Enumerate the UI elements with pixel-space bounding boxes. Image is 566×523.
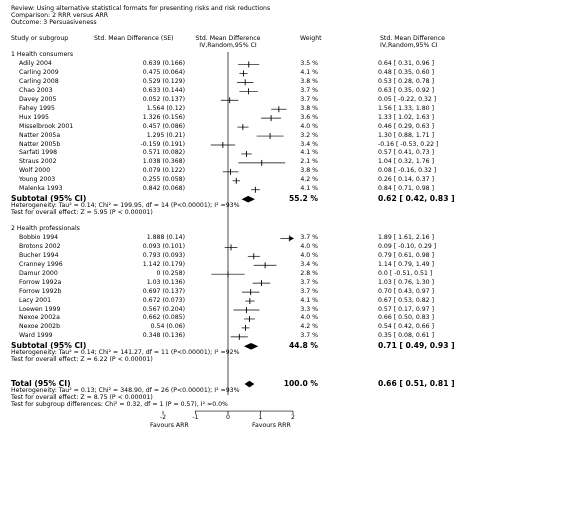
study-smd-se: 0.672 (0.073) xyxy=(142,296,185,304)
study-name: Young 2003 xyxy=(19,176,56,184)
study-weight: 4.1 % xyxy=(300,149,318,157)
study-weight: 3.2 % xyxy=(300,131,318,139)
study-weight: 3.7 % xyxy=(300,332,318,340)
subtotal-label: Subtotal (95% CI) xyxy=(11,194,87,204)
study-weight: 3.8 % xyxy=(300,77,318,85)
col-ci-title-2: IV,Random,95% CI xyxy=(380,42,438,49)
study-weight: 3.7 % xyxy=(300,287,318,295)
study-name: Forrow 1992b xyxy=(19,287,62,295)
study-smd-se: -0.159 (0.191) xyxy=(140,140,185,148)
study-name: Bobbio 1994 xyxy=(19,233,59,241)
study-smd-se: 0.457 (0.086) xyxy=(142,122,185,130)
study-ci: 0.26 [ 0.14, 0.37 ] xyxy=(378,176,434,184)
study-ci: 0.79 [ 0.61, 0.98 ] xyxy=(378,251,434,259)
study-name: Forrow 1992a xyxy=(19,278,62,286)
study-smd-se: 1.03 (0.136) xyxy=(146,278,185,286)
study-ci: 1.30 [ 0.88, 1.71 ] xyxy=(378,131,434,139)
study-ci: 0.67 [ 0.53, 0.82 ] xyxy=(378,296,434,304)
study-name: Davey 2005 xyxy=(19,95,57,103)
study-weight: 3.8 % xyxy=(300,167,318,175)
study-ci: 1.14 [ 0.79, 1.49 ] xyxy=(378,260,434,268)
study-ci: 0.66 [ 0.50, 0.83 ] xyxy=(378,314,434,322)
study-weight: 3.4 % xyxy=(300,260,318,268)
heterogeneity-text: Heterogeneity: Tau² = 0.13; Chi² = 348.90, df = 26 (P<0.00001); I² =93% xyxy=(11,387,240,394)
study-name: Brotons 2002 xyxy=(19,242,61,250)
study-ci: 1.03 [ 0.76, 1.30 ] xyxy=(378,278,434,286)
study-weight: 4.0 % xyxy=(300,242,318,250)
total-ci: 0.66 [ 0.51, 0.81 ] xyxy=(378,379,455,389)
study-smd-se: 0 (0.258) xyxy=(156,269,185,277)
study-ci: 0.57 [ 0.17, 0.97 ] xyxy=(378,305,434,313)
overall-effect-text: Test for overall effect: Z = 8.75 (P < 0.00001) xyxy=(11,393,153,401)
study-smd-se: 1.142 (0.179) xyxy=(142,260,185,268)
study-ci: 0.09 [ -0.10, 0.29 ] xyxy=(378,242,437,250)
col-ci-title-1: Std. Mean Difference xyxy=(380,35,445,42)
study-name: Carling 2008 xyxy=(19,77,59,85)
study-name: Malenka 1993 xyxy=(19,185,63,193)
study-weight: 3.8 % xyxy=(300,104,318,112)
subtotal-diamond xyxy=(244,343,258,350)
study-smd-se: 1.888 (0.14) xyxy=(146,233,185,241)
study-name: Nexoe 2002a xyxy=(19,314,60,322)
study-name: Straus 2002 xyxy=(19,158,57,166)
study-ci: 0.35 [ 0.08, 0.61 ] xyxy=(378,332,434,340)
study-ci: 0.57 [ 0.41, 0.73 ] xyxy=(378,149,434,157)
study-name: Loewen 1999 xyxy=(19,305,61,313)
heterogeneity-text: Heterogeneity: Tau² = 0.14; Chi² = 199.95, df = 14 (P<0.00001); I² =93% xyxy=(11,202,240,210)
study-weight: 2.8 % xyxy=(300,269,318,277)
study-smd-se: 0.079 (0.122) xyxy=(142,167,185,175)
total-label: Total (95% CI) xyxy=(11,379,71,389)
study-ci: 0.05 [ -0.22, 0.32 ] xyxy=(378,95,437,103)
study-weight: 4.2 % xyxy=(300,176,318,184)
study-weight: 3.3 % xyxy=(300,305,318,313)
study-weight: 4.1 % xyxy=(300,296,318,304)
study-weight: 3.6 % xyxy=(300,113,318,121)
total-diamond xyxy=(245,381,255,388)
study-name: Adily 2004 xyxy=(19,59,52,67)
study-name: Damur 2000 xyxy=(19,269,58,277)
study-name: Cranney 1996 xyxy=(19,260,63,268)
subtotal-ci: 0.71 [ 0.49, 0.93 ] xyxy=(378,341,455,351)
study-weight: 3.4 % xyxy=(300,140,318,148)
study-ci: 1.56 [ 1.33, 1.80 ] xyxy=(378,104,434,112)
study-weight: 4.0 % xyxy=(300,251,318,259)
overall-effect-text: Test for overall effect: Z = 6.22 (P < 0.00001) xyxy=(11,356,153,364)
comparison-title: Comparison: 2 RRR versus ARR xyxy=(11,12,109,19)
study-ci: 0.70 [ 0.43, 0.97 ] xyxy=(378,287,434,295)
study-ci: 0.0 [ -0.51, 0.51 ] xyxy=(378,269,433,277)
study-ci: 1.89 [ 1.61, 2.16 ] xyxy=(378,233,434,241)
col-plot-title-1: Std. Mean Difference xyxy=(195,35,261,42)
study-smd-se: 0.475 (0.064) xyxy=(142,68,185,76)
study-name: Natter 2005a xyxy=(19,131,61,139)
x-tick-label: -2 xyxy=(159,414,167,422)
study-name: Natter 2005b xyxy=(19,140,61,148)
study-smd-se: 0.842 (0.068) xyxy=(142,185,185,193)
study-smd-se: 0.529 (0.129) xyxy=(142,77,185,85)
study-smd-se: 0.697 (0.137) xyxy=(142,287,185,295)
heterogeneity-text: Heterogeneity: Tau² = 0.14; Chi² = 141.27, df = 11 (P<0.00001); I² =92% xyxy=(11,349,240,357)
study-ci: -0.16 [ -0.53, 0.22 ] xyxy=(378,140,439,148)
x-tick-label: 0 xyxy=(226,414,230,422)
study-weight: 4.2 % xyxy=(300,323,318,331)
study-ci: 0.08 [ -0.16, 0.32 ] xyxy=(378,167,437,175)
study-smd-se: 0.639 (0.166) xyxy=(142,59,185,67)
study-smd-se: 1.038 (0.368) xyxy=(142,158,185,166)
study-name: Chao 2003 xyxy=(19,86,53,94)
study-smd-se: 0.571 (0.082) xyxy=(142,149,185,157)
study-smd-se: 0.793 (0.093) xyxy=(142,251,185,259)
subtotal-diamond xyxy=(242,196,255,203)
study-weight: 3.7 % xyxy=(300,86,318,94)
study-weight: 3.7 % xyxy=(300,233,318,241)
study-ci: 0.46 [ 0.29, 0.63 ] xyxy=(378,122,434,130)
group-title: 1 Health consumers xyxy=(11,51,74,58)
subtotal-weight: 55.2 % xyxy=(289,194,318,204)
study-smd-se: 0.052 (0.137) xyxy=(142,95,185,103)
study-weight: 4.0 % xyxy=(300,122,318,130)
col-weight: Weight xyxy=(300,35,322,42)
subgroup-diff-text: Test for subgroup differences: Chi² = 0.32, df = 1 (P = 0.57), I² =0.0% xyxy=(11,400,228,408)
study-smd-se: 1.295 (0.21) xyxy=(146,131,185,139)
study-smd-se: 0.567 (0.204) xyxy=(142,305,185,313)
study-smd-se: 0.662 (0.085) xyxy=(142,314,185,322)
subtotal-weight: 44.8 % xyxy=(289,341,318,351)
study-ci: 1.33 [ 1.02, 1.63 ] xyxy=(378,113,434,121)
study-smd-se: 1.326 (0.156) xyxy=(142,113,185,121)
study-ci: 0.84 [ 0.71, 0.98 ] xyxy=(378,185,434,193)
study-ci: 0.53 [ 0.28, 0.78 ] xyxy=(378,77,434,85)
study-smd-se: 0.255 (0.058) xyxy=(142,176,185,184)
col-study: Study or subgroup xyxy=(11,35,69,42)
x-tick-label: 2 xyxy=(291,414,295,422)
study-ci: 0.63 [ 0.35, 0.92 ] xyxy=(378,86,434,94)
study-name: Lacy 2001 xyxy=(19,296,52,304)
study-weight: 3.7 % xyxy=(300,278,318,286)
study-weight: 3.7 % xyxy=(300,95,318,103)
study-name: Wolf 2000 xyxy=(19,167,51,175)
overall-effect-text: Test for overall effect: Z = 5.95 (P < 0.00001) xyxy=(11,208,153,216)
study-name: Ward 1999 xyxy=(19,332,53,340)
study-weight: 3.5 % xyxy=(300,59,318,67)
study-name: Hux 1995 xyxy=(19,113,49,121)
study-ci: 0.54 [ 0.42, 0.66 ] xyxy=(378,323,434,331)
x-tick-label: 1 xyxy=(258,414,263,422)
col-smd-se: Std. Mean Difference (SE) xyxy=(94,35,174,42)
total-weight: 100.0 % xyxy=(283,379,318,389)
study-weight: 4.0 % xyxy=(300,314,318,322)
subtotal-label: Subtotal (95% CI) xyxy=(11,341,87,351)
x-tick-label: -1 xyxy=(192,414,199,422)
study-smd-se: 0.348 (0.136) xyxy=(142,332,185,340)
subtotal-ci: 0.62 [ 0.42, 0.83 ] xyxy=(378,194,455,204)
study-smd-se: 0.54 (0.06) xyxy=(150,323,185,331)
study-name: Carling 2009 xyxy=(19,68,59,76)
study-name: Bucher 1994 xyxy=(19,251,59,259)
study-weight: 4.1 % xyxy=(300,68,318,76)
favours-left-label: Favours ARR xyxy=(150,422,189,430)
study-weight: 4.1 % xyxy=(300,185,318,193)
review-title: Review: Using alternative statistical formats for presenting risks and risk reductions xyxy=(11,5,271,12)
study-name: Fahey 1995 xyxy=(19,104,55,112)
favours-right-label: Favours RRR xyxy=(252,422,291,430)
study-smd-se: 0.093 (0.101) xyxy=(142,242,185,250)
study-name: Sarfati 1998 xyxy=(19,149,58,157)
study-name: Nexoe 2002b xyxy=(19,323,61,331)
study-smd-se: 1.564 (0.12) xyxy=(146,104,185,112)
group-title: 2 Health professionals xyxy=(11,224,80,232)
study-smd-se: 0.633 (0.144) xyxy=(142,86,185,94)
col-plot-title-2: IV,Random,95% CI xyxy=(199,42,257,49)
study-ci: 0.48 [ 0.35, 0.60 ] xyxy=(378,68,434,76)
study-ci: 1.04 [ 0.32, 1.76 ] xyxy=(378,158,434,166)
study-weight: 2.1 % xyxy=(300,158,318,166)
study-name: Misselbrook 2001 xyxy=(19,122,74,130)
study-ci: 0.64 [ 0.31, 0.96 ] xyxy=(378,59,434,67)
outcome-title: Outcome: 3 Persuasiveness xyxy=(11,19,97,26)
study-ci-arrow xyxy=(290,236,294,240)
